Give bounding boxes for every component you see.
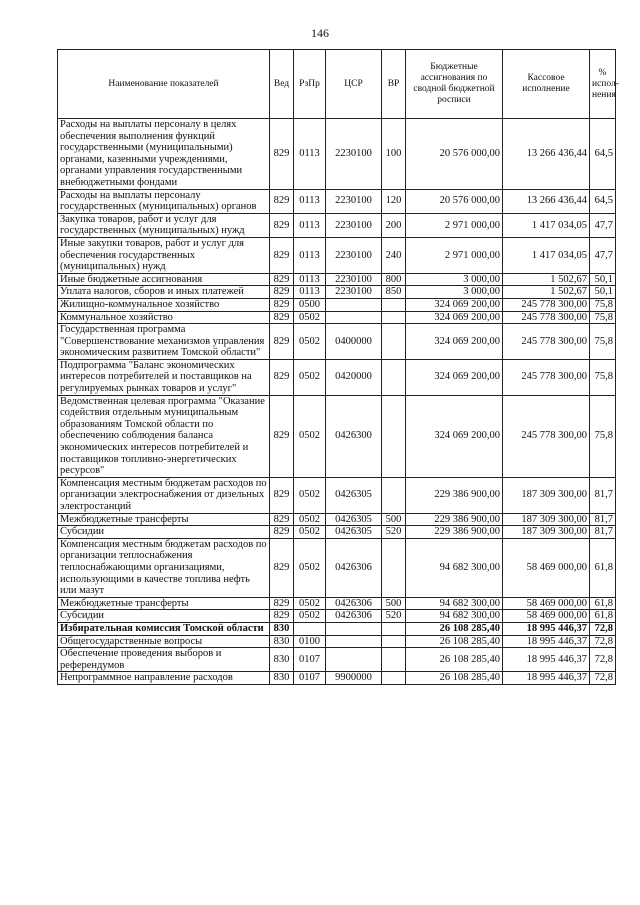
cell-cash: 13 266 436,44 <box>503 189 590 213</box>
cell-pct: 72,8 <box>590 622 616 635</box>
cell-cash: 187 309 300,00 <box>503 477 590 513</box>
cell-vr: 100 <box>382 119 406 190</box>
table-row <box>58 538 616 597</box>
cell-pct: 64,5 <box>590 119 616 190</box>
cell-name: Иные закупки товаров, работ и услуг для обеспечения государственных (муниципальных) нужд <box>58 237 270 273</box>
header-ved: Вед <box>270 50 294 119</box>
table-row <box>58 237 616 273</box>
cell-csr: 0420000 <box>326 359 382 395</box>
cell-vr <box>382 635 406 648</box>
cell-rzpr: 0502 <box>294 359 326 395</box>
table-row <box>58 395 616 477</box>
cell-csr: 2230100 <box>326 286 382 299</box>
cell-vr <box>382 324 406 360</box>
cell-pct: 75,8 <box>590 311 616 324</box>
cell-csr: 2230100 <box>326 213 382 237</box>
cell-ved: 830 <box>270 672 294 685</box>
cell-assign: 3 000,00 <box>406 286 503 299</box>
cell-rzpr: 0500 <box>294 298 326 311</box>
cell-vr: 500 <box>382 597 406 610</box>
cell-name: Компенсация местным бюджетам расходов по организации теплоснабжения теплоснабжающими организациями, использующими в качестве топлива нефть или мазут <box>58 538 270 597</box>
cell-ved: 829 <box>270 526 294 539</box>
cell-csr: 0426305 <box>326 477 382 513</box>
cell-vr: 120 <box>382 189 406 213</box>
cell-pct: 50,1 <box>590 286 616 299</box>
cell-pct: 61,8 <box>590 538 616 597</box>
cell-cash: 58 469 000,00 <box>503 597 590 610</box>
cell-cash: 245 778 300,00 <box>503 395 590 477</box>
cell-name: Расходы на выплаты персоналу государственных (муниципальных) органов <box>58 189 270 213</box>
cell-csr: 9900000 <box>326 672 382 685</box>
cell-name: Иные бюджетные ассигнования <box>58 273 270 286</box>
cell-rzpr: 0113 <box>294 213 326 237</box>
cell-assign: 324 069 200,00 <box>406 298 503 311</box>
cell-assign: 229 386 900,00 <box>406 477 503 513</box>
table-row <box>58 526 616 539</box>
cell-csr: 0426300 <box>326 395 382 477</box>
cell-rzpr: 0502 <box>294 477 326 513</box>
cell-ved: 830 <box>270 635 294 648</box>
cell-cash: 187 309 300,00 <box>503 513 590 526</box>
cell-vr <box>382 538 406 597</box>
cell-vr <box>382 648 406 672</box>
cell-pct: 47,7 <box>590 213 616 237</box>
cell-ved: 829 <box>270 324 294 360</box>
cell-assign: 26 108 285,40 <box>406 672 503 685</box>
cell-rzpr: 0502 <box>294 526 326 539</box>
cell-ved: 829 <box>270 286 294 299</box>
cell-assign: 20 576 000,00 <box>406 119 503 190</box>
budget-table <box>57 49 619 685</box>
cell-assign: 324 069 200,00 <box>406 311 503 324</box>
cell-pct: 75,8 <box>590 395 616 477</box>
cell-ved: 829 <box>270 311 294 324</box>
cell-cash: 187 309 300,00 <box>503 526 590 539</box>
cell-assign: 94 682 300,00 <box>406 538 503 597</box>
cell-name: Общегосударственные вопросы <box>58 635 270 648</box>
cell-name: Субсидии <box>58 610 270 623</box>
cell-rzpr: 0113 <box>294 237 326 273</box>
cell-cash: 245 778 300,00 <box>503 311 590 324</box>
table-row <box>58 610 616 623</box>
cell-ved: 830 <box>270 648 294 672</box>
table-row <box>58 213 616 237</box>
cell-csr: 0426306 <box>326 610 382 623</box>
header-rzpr: РзПр <box>294 50 326 119</box>
cell-rzpr: 0502 <box>294 513 326 526</box>
cell-pct: 61,8 <box>590 597 616 610</box>
cell-rzpr: 0113 <box>294 286 326 299</box>
table-row <box>58 597 616 610</box>
cell-pct: 75,8 <box>590 298 616 311</box>
cell-vr: 240 <box>382 237 406 273</box>
cell-name: Межбюджетные трансферты <box>58 513 270 526</box>
cell-csr: 2230100 <box>326 273 382 286</box>
cell-vr: 200 <box>382 213 406 237</box>
cell-rzpr: 0113 <box>294 119 326 190</box>
cell-ved: 829 <box>270 597 294 610</box>
cell-pct: 61,8 <box>590 610 616 623</box>
cell-name: Непрограммное направление расходов <box>58 672 270 685</box>
cell-cash: 245 778 300,00 <box>503 359 590 395</box>
cell-ved: 829 <box>270 513 294 526</box>
cell-vr <box>382 298 406 311</box>
cell-rzpr: 0502 <box>294 538 326 597</box>
cell-ved: 829 <box>270 395 294 477</box>
cell-cash: 1 502,67 <box>503 286 590 299</box>
cell-rzpr: 0502 <box>294 597 326 610</box>
cell-pct: 47,7 <box>590 237 616 273</box>
cell-vr <box>382 359 406 395</box>
cell-name: Обеспечение проведения выборов и референдумов <box>58 648 270 672</box>
cell-vr <box>382 477 406 513</box>
header-assign: Бюджетные ассигнования по сводной бюджетной росписи <box>406 50 503 119</box>
cell-ved: 829 <box>270 610 294 623</box>
cell-csr: 0426306 <box>326 597 382 610</box>
cell-csr: 2230100 <box>326 189 382 213</box>
cell-name: Подпрограмма "Баланс экономических интересов потребителей и поставщиков на регулируемых рынках товаров и услуг" <box>58 359 270 395</box>
cell-csr: 0426306 <box>326 538 382 597</box>
cell-rzpr: 0502 <box>294 395 326 477</box>
cell-vr: 520 <box>382 526 406 539</box>
cell-rzpr: 0107 <box>294 672 326 685</box>
table-row <box>58 622 616 635</box>
cell-ved: 829 <box>270 477 294 513</box>
cell-vr: 500 <box>382 513 406 526</box>
cell-assign: 2 971 000,00 <box>406 237 503 273</box>
cell-name: Жилищно-коммунальное хозяйство <box>58 298 270 311</box>
cell-rzpr <box>294 622 326 635</box>
cell-ved: 829 <box>270 213 294 237</box>
cell-ved: 829 <box>270 273 294 286</box>
cell-cash: 58 469 000,00 <box>503 610 590 623</box>
header-cash: Кассовое исполнение <box>503 50 590 119</box>
page-number: 146 <box>311 26 329 40</box>
table-row <box>58 672 616 685</box>
header-csr: ЦСР <box>326 50 382 119</box>
cell-name: Уплата налогов, сборов и иных платежей <box>58 286 270 299</box>
cell-vr: 800 <box>382 273 406 286</box>
cell-assign: 324 069 200,00 <box>406 324 503 360</box>
cell-name: Субсидии <box>58 526 270 539</box>
cell-cash: 1 417 034,05 <box>503 237 590 273</box>
cell-assign: 94 682 300,00 <box>406 597 503 610</box>
cell-rzpr: 0502 <box>294 324 326 360</box>
cell-name: Компенсация местным бюджетам расходов по организации электроснабжения от дизельных электростанций <box>58 477 270 513</box>
cell-rzpr: 0502 <box>294 311 326 324</box>
cell-csr: 0426305 <box>326 526 382 539</box>
cell-vr: 850 <box>382 286 406 299</box>
cell-pct: 81,7 <box>590 526 616 539</box>
cell-assign: 324 069 200,00 <box>406 395 503 477</box>
cell-vr <box>382 672 406 685</box>
table-row <box>58 477 616 513</box>
cell-pct: 75,8 <box>590 359 616 395</box>
cell-pct: 81,7 <box>590 477 616 513</box>
table-row <box>58 648 616 672</box>
cell-cash: 18 995 446,37 <box>503 622 590 635</box>
cell-ved: 829 <box>270 298 294 311</box>
header-row <box>58 50 616 119</box>
cell-ved: 829 <box>270 237 294 273</box>
cell-rzpr: 0113 <box>294 189 326 213</box>
cell-name: Ведомственная целевая программа "Оказание содействия отдельным муниципальным образованиям Томской области по обеспечению соблюдения баланса экономических интересов потребителей и поставщиков топливно-энергетических ресурсов" <box>58 395 270 477</box>
cell-name: Коммунальное хозяйство <box>58 311 270 324</box>
cell-assign: 229 386 900,00 <box>406 513 503 526</box>
table-row <box>58 298 616 311</box>
cell-assign: 3 000,00 <box>406 273 503 286</box>
cell-assign: 26 108 285,40 <box>406 635 503 648</box>
cell-pct: 72,8 <box>590 648 616 672</box>
cell-cash: 1 417 034,05 <box>503 213 590 237</box>
table-row <box>58 286 616 299</box>
cell-cash: 245 778 300,00 <box>503 324 590 360</box>
cell-assign: 26 108 285,40 <box>406 648 503 672</box>
table-row <box>58 311 616 324</box>
cell-csr: 2230100 <box>326 237 382 273</box>
cell-ved: 829 <box>270 119 294 190</box>
cell-name: Межбюджетные трансферты <box>58 597 270 610</box>
cell-cash: 18 995 446,37 <box>503 648 590 672</box>
cell-cash: 18 995 446,37 <box>503 672 590 685</box>
cell-ved: 829 <box>270 359 294 395</box>
cell-name: Закупка товаров, работ и услуг для государственных (муниципальных) нужд <box>58 213 270 237</box>
table-row <box>58 273 616 286</box>
cell-csr: 2230100 <box>326 119 382 190</box>
cell-assign: 94 682 300,00 <box>406 610 503 623</box>
cell-name: Избирательная комиссия Томской области <box>58 622 270 635</box>
table-row <box>58 359 616 395</box>
cell-assign: 229 386 900,00 <box>406 526 503 539</box>
cell-vr <box>382 311 406 324</box>
cell-rzpr: 0502 <box>294 610 326 623</box>
cell-assign: 2 971 000,00 <box>406 213 503 237</box>
header-name: Наименование показателей <box>58 50 270 119</box>
cell-assign: 324 069 200,00 <box>406 359 503 395</box>
cell-pct: 81,7 <box>590 513 616 526</box>
cell-pct: 50,1 <box>590 273 616 286</box>
cell-pct: 64,5 <box>590 189 616 213</box>
cell-ved: 830 <box>270 622 294 635</box>
cell-vr <box>382 622 406 635</box>
cell-cash: 58 469 000,00 <box>503 538 590 597</box>
cell-csr: 0426305 <box>326 513 382 526</box>
cell-ved: 829 <box>270 538 294 597</box>
cell-cash: 245 778 300,00 <box>503 298 590 311</box>
cell-cash: 13 266 436,44 <box>503 119 590 190</box>
cell-csr <box>326 648 382 672</box>
cell-assign: 26 108 285,40 <box>406 622 503 635</box>
cell-name: Расходы на выплаты персоналу в целях обеспечения выполнения функций государственными (муниципальными) органами, казенными учреждениями, органами управления государственными внебюджетными фондами <box>58 119 270 190</box>
cell-csr <box>326 298 382 311</box>
table-row <box>58 635 616 648</box>
cell-rzpr: 0113 <box>294 273 326 286</box>
table-row <box>58 324 616 360</box>
cell-vr: 520 <box>382 610 406 623</box>
header-pct: % испол- нения <box>590 50 616 119</box>
cell-pct: 72,8 <box>590 672 616 685</box>
table-body <box>58 119 616 685</box>
cell-pct: 72,8 <box>590 635 616 648</box>
cell-csr: 0400000 <box>326 324 382 360</box>
cell-name: Государственная программа "Совершенствование механизмов управления экономическим развитием Томской области" <box>58 324 270 360</box>
cell-csr <box>326 622 382 635</box>
cell-cash: 18 995 446,37 <box>503 635 590 648</box>
cell-vr <box>382 395 406 477</box>
cell-csr <box>326 635 382 648</box>
cell-ved: 829 <box>270 189 294 213</box>
cell-assign: 20 576 000,00 <box>406 189 503 213</box>
header-vr: ВР <box>382 50 406 119</box>
table-row <box>58 119 616 190</box>
cell-rzpr: 0100 <box>294 635 326 648</box>
cell-cash: 1 502,67 <box>503 273 590 286</box>
cell-pct: 75,8 <box>590 324 616 360</box>
cell-rzpr: 0107 <box>294 648 326 672</box>
cell-csr <box>326 311 382 324</box>
table-row <box>58 513 616 526</box>
table-row <box>58 189 616 213</box>
